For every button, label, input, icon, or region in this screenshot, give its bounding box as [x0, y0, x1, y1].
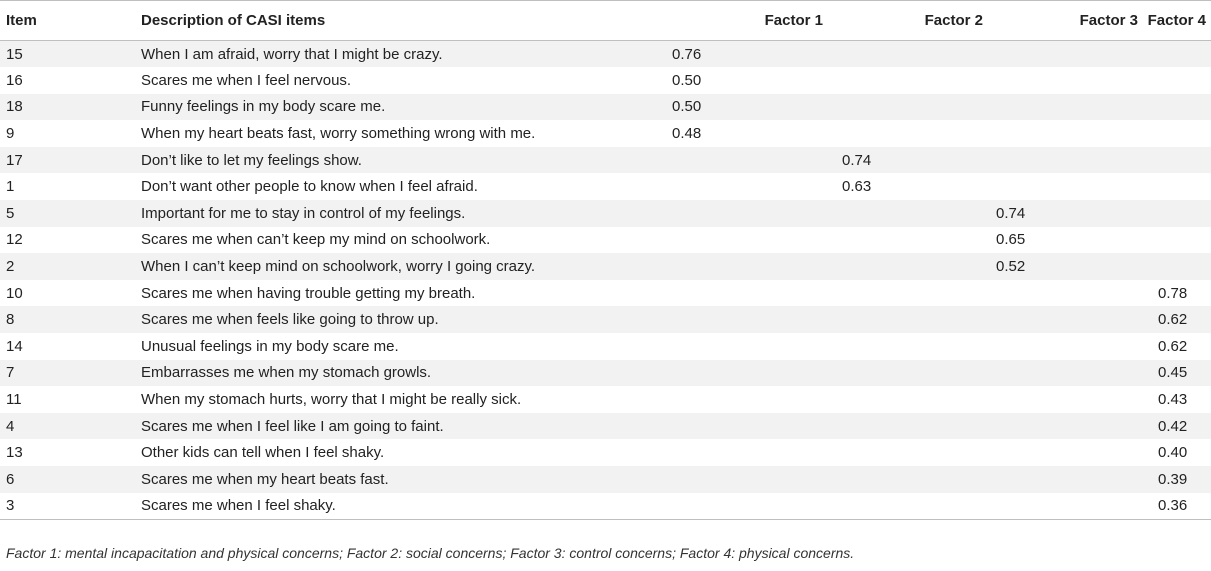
cell-factor-2: [823, 360, 983, 387]
cell-factor-2: [823, 386, 983, 413]
cell-factor-4: 0.78: [1158, 284, 1188, 302]
cell-description: Scares me when I feel shaky.: [141, 497, 336, 515]
table-row: [0, 227, 1211, 254]
cell-item: 7: [6, 364, 15, 382]
table-footnote: Factor 1: mental incapacitation and physical concerns; Factor 2: social concerns; Factor 3: control concerns; Factor 4: physical concerns.: [6, 545, 855, 561]
cell-item: 9: [6, 125, 15, 143]
cell-item: 16: [6, 71, 23, 89]
table-row: [0, 360, 1211, 387]
cell-description: Don’t want other people to know when I feel afraid.: [141, 178, 478, 196]
cell-factor-2: [823, 120, 983, 147]
cell-factor-2: [823, 280, 983, 307]
cell-factor-1: [638, 413, 823, 440]
cell-factor-2: [823, 227, 983, 254]
cell-description: When I am afraid, worry that I might be crazy.: [141, 45, 443, 63]
cell-factor-4: 0.62: [1158, 337, 1188, 355]
table-header: [0, 1, 1211, 41]
cell-factor-1: 0.50: [672, 98, 702, 116]
cell-factor-2: 0.63: [842, 178, 872, 196]
cell-factor-1: [638, 439, 823, 466]
cell-factor-1: [638, 280, 823, 307]
cell-factor-2: [823, 200, 983, 227]
cell-factor-4: [1138, 147, 1211, 174]
cell-factor-1: 0.76: [672, 45, 702, 63]
cell-factor-3: [983, 94, 1138, 121]
cell-factor-4: 0.45: [1158, 364, 1188, 382]
cell-item: 1: [6, 178, 15, 196]
cell-factor-4: [1138, 41, 1211, 68]
cell-factor-4: [1138, 227, 1211, 254]
cell-factor-3: [983, 147, 1138, 174]
cell-description: Scares me when my heart beats fast.: [141, 470, 389, 488]
cell-description: When I can’t keep mind on schoolwork, worry I going crazy.: [141, 258, 536, 276]
table-row: [0, 466, 1211, 493]
cell-description: Don’t like to let my feelings show.: [141, 151, 362, 169]
table-row: [0, 253, 1211, 280]
cell-factor-3: [983, 120, 1138, 147]
cell-factor-1: 0.48: [672, 125, 702, 143]
cell-factor-3: [983, 333, 1138, 360]
header-item: Item: [6, 12, 37, 29]
cell-factor-1: [638, 386, 823, 413]
cell-item: 10: [6, 284, 23, 302]
cell-factor-2: [823, 67, 983, 94]
cell-factor-3: [983, 41, 1138, 68]
cell-factor-3: [983, 306, 1138, 333]
header-description: Description of CASI items: [141, 12, 326, 29]
cell-description: Other kids can tell when I feel shaky.: [141, 444, 385, 462]
cell-item: 6: [6, 470, 15, 488]
cell-factor-4: 0.39: [1158, 470, 1188, 488]
cell-description: Scares me when can’t keep my mind on schoolwork.: [141, 231, 491, 249]
cell-factor-3: [983, 493, 1138, 520]
cell-factor-3: 0.52: [996, 258, 1026, 276]
cell-factor-3: [983, 67, 1138, 94]
cell-factor-1: [638, 466, 823, 493]
cell-factor-4: [1138, 200, 1211, 227]
cell-factor-2: [823, 41, 983, 68]
cell-description: Unusual feelings in my body scare me.: [141, 337, 399, 355]
cell-item: 4: [6, 417, 15, 435]
cell-factor-1: [638, 493, 823, 520]
table-row: [0, 41, 1211, 68]
cell-factor-1: 0.50: [672, 71, 702, 89]
table-row: [0, 94, 1211, 121]
cell-item: 5: [6, 204, 15, 222]
header-factor-4: Factor 4: [1147, 12, 1206, 29]
cell-factor-1: [638, 333, 823, 360]
cell-factor-1: [638, 147, 823, 174]
cell-factor-2: [823, 413, 983, 440]
cell-description: Scares me when having trouble getting my breath.: [141, 284, 476, 302]
table-row: [0, 333, 1211, 360]
cell-factor-4: [1138, 253, 1211, 280]
header-factor-2: Factor 2: [924, 12, 983, 29]
cell-item: 18: [6, 98, 23, 116]
cell-factor-2: [823, 466, 983, 493]
cell-factor-4: 0.36: [1158, 497, 1188, 515]
cell-factor-3: [983, 386, 1138, 413]
cell-item: 17: [6, 151, 23, 169]
cell-description: Scares me when I feel like I am going to faint.: [141, 417, 444, 435]
cell-item: 2: [6, 258, 15, 276]
table-row: [0, 173, 1211, 200]
cell-factor-1: [638, 253, 823, 280]
cell-factor-4: 0.40: [1158, 444, 1188, 462]
cell-item: 11: [6, 391, 22, 409]
cell-factor-2: [823, 94, 983, 121]
table-row: [0, 439, 1211, 466]
header-factor-3: Factor 3: [1079, 12, 1138, 29]
table-body: [0, 41, 1211, 520]
table-row: [0, 386, 1211, 413]
table-row: [0, 280, 1211, 307]
cell-factor-1: [638, 227, 823, 254]
cell-description: Scares me when feels like going to throw up.: [141, 311, 439, 329]
cell-factor-3: [983, 439, 1138, 466]
cell-factor-4: [1138, 120, 1211, 147]
table-row: [0, 493, 1211, 520]
cell-factor-2: 0.74: [842, 151, 872, 169]
cell-factor-1: [638, 306, 823, 333]
cell-description: When my stomach hurts, worry that I might be really sick.: [141, 391, 522, 409]
table-row: [0, 67, 1211, 94]
cell-item: 15: [6, 45, 23, 63]
header-row: [0, 1, 1211, 41]
cell-factor-3: [983, 360, 1138, 387]
cell-description: Important for me to stay in control of my feelings.: [141, 204, 466, 222]
cell-factor-4: [1138, 67, 1211, 94]
cell-factor-2: [823, 493, 983, 520]
table-row: [0, 120, 1211, 147]
cell-description: When my heart beats fast, worry something wrong with me.: [141, 125, 536, 143]
cell-item: 3: [6, 497, 15, 515]
cell-factor-4: 0.43: [1158, 391, 1188, 409]
cell-factor-2: [823, 333, 983, 360]
cell-factor-2: [823, 439, 983, 466]
table-row: [0, 306, 1211, 333]
cell-factor-2: [823, 306, 983, 333]
cell-factor-1: [638, 173, 823, 200]
header-factor-1: Factor 1: [764, 12, 823, 29]
cell-factor-1: [638, 200, 823, 227]
cell-factor-3: [983, 413, 1138, 440]
cell-factor-4: 0.62: [1158, 311, 1188, 329]
cell-description: Embarrasses me when my stomach growls.: [141, 364, 432, 382]
table-row: [0, 200, 1211, 227]
cell-factor-3: 0.74: [996, 204, 1026, 222]
table-row: [0, 413, 1211, 440]
cell-item: 14: [6, 337, 23, 355]
cell-factor-3: 0.65: [996, 231, 1026, 249]
cell-factor-3: [983, 466, 1138, 493]
cell-factor-3: [983, 280, 1138, 307]
cell-item: 13: [6, 444, 23, 462]
cell-factor-4: [1138, 94, 1211, 121]
cell-item: 12: [6, 231, 23, 249]
cell-factor-1: [638, 360, 823, 387]
cell-description: Funny feelings in my body scare me.: [141, 98, 386, 116]
cell-item: 8: [6, 311, 15, 329]
table-row: [0, 147, 1211, 174]
cell-factor-3: [983, 173, 1138, 200]
cell-description: Scares me when I feel nervous.: [141, 71, 352, 89]
cell-factor-4: [1138, 173, 1211, 200]
cell-factor-4: 0.42: [1158, 417, 1188, 435]
cell-factor-2: [823, 253, 983, 280]
